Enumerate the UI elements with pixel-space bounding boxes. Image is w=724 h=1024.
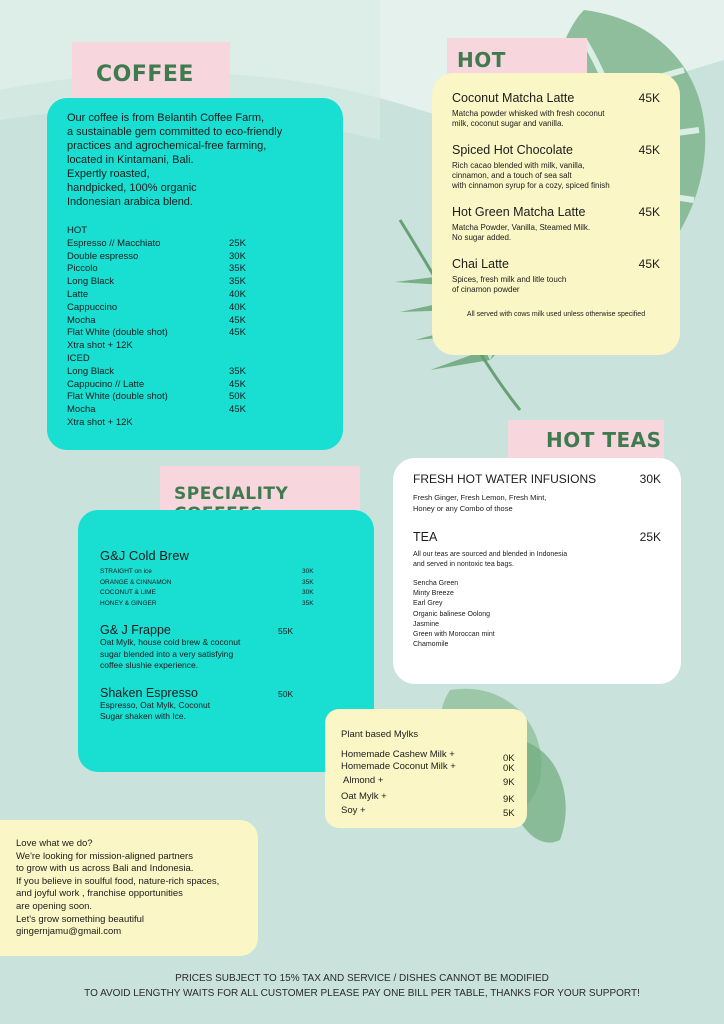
cold-brew-option: COCONUT & LIME 30K: [100, 589, 314, 596]
shaken-price: 50K: [278, 688, 294, 699]
tonic-item: Spiced Hot Chocolate 45K Rich cacao blended with milk, vanilla, cinnamon, and a touch of sea salt with cinnamon syrup for a cozy, spiced finish: [452, 143, 660, 190]
mylk-row: Soy + 5K: [341, 805, 515, 819]
shaken-name: Shaken Espresso: [100, 685, 198, 700]
hot-tonics-title-tag: HOT: [447, 38, 587, 90]
menu-row: Long Black 35K: [67, 365, 246, 377]
mylk-row: Homemade Cashew Milk + 0K: [341, 749, 515, 764]
tea-list-item: Green with Moroccan mint: [413, 631, 495, 639]
infusions-name: FRESH HOT WATER INFUSIONS: [413, 472, 597, 486]
infusions-desc-line: Fresh Ginger, Fresh Lemon, Fresh Mint,: [413, 493, 547, 502]
frappe-name: G& J Frappe: [100, 623, 171, 637]
menu-row: Long Black 35K: [67, 276, 246, 288]
coffee-hot-label: HOT: [67, 225, 88, 236]
tonic-price: 45K: [638, 91, 660, 105]
coffee-intro-line: located in Kintamani, Bali.: [67, 154, 194, 166]
tonic-item: Coconut Matcha Latte 45K Matcha powder whisked with fresh coconut milk, coconut sugar and vanilla.: [452, 91, 660, 128]
partners-line: Let's grow something beautiful: [16, 913, 145, 925]
cold-brew-option: HONEY & GINGER 35K: [100, 599, 314, 607]
footer-line-1: PRICES SUBJECT TO 15% TAX AND SERVICE / DISHES CANNOT BE MODIFIED: [175, 973, 549, 984]
coffee-intro-line: practices and agrochemical-free farming,: [67, 140, 267, 152]
menu-row: Flat White (double shot) 45K: [67, 327, 246, 339]
menu-row: Espresso // Macchiato 25K: [67, 237, 246, 249]
coffee-title-tag: COFFEE: [72, 42, 230, 100]
tea-price: 25K: [639, 530, 661, 544]
tea-desc-line: and served in nontoxic tea bags.: [413, 561, 514, 568]
coffee-intro-line: Indonesian arabica blend.: [67, 196, 193, 208]
frappe-price: 55K: [278, 626, 294, 636]
mylk-row: Almond + 9K: [343, 775, 515, 788]
tonic-name: Spiced Hot Chocolate: [452, 143, 573, 157]
coffee-iced-label: ICED: [67, 352, 90, 364]
partners-line: are opening soon.: [16, 900, 93, 912]
hot-teas-title-tag: HOT TEAS: [508, 420, 664, 472]
coffee-intro: [67, 111, 323, 209]
hot-tonics-note: All served with cows milk used unless otherwise specified: [466, 311, 646, 318]
tonic-item: Hot Green Matcha Latte 45K Matcha Powder, Vanilla, Steamed Milk. No sugar added.: [452, 205, 660, 242]
tea-list-item: Sencha Green: [413, 580, 459, 587]
tonic-item: Chai Latte 45K Spices, fresh milk and litle touch of cinamon powder: [452, 257, 660, 294]
footer: [0, 971, 724, 1001]
hot-tonics-card: [432, 73, 680, 355]
coffee-intro-line: Expertly roasted,: [67, 168, 150, 180]
cold-brew-option: STRAIGHT on ice 30K: [100, 568, 314, 575]
partners-line: and joyful work , franchise opportunities: [16, 888, 183, 900]
speciality-title-tag: SPECIALITY: [160, 466, 360, 518]
mylks-card: [325, 709, 527, 828]
partners-line: to grow with us across Bali and Indonesia.: [16, 863, 194, 875]
infusions-desc-line: Honey or any Combo of those: [413, 504, 513, 513]
coffee-intro-line: a sustainable gem committed to eco-friendly: [67, 126, 283, 138]
tea-list-item: Earl Grey: [413, 600, 443, 608]
tonic-name: Chai Latte: [452, 257, 509, 271]
tea-name: TEA: [413, 530, 438, 544]
partners-email[interactable]: gingernjamu@gmail.com: [16, 926, 122, 938]
tea-list-item: Jasmine: [413, 620, 440, 628]
infusions-price: 30K: [639, 472, 661, 486]
mylk-row: Homemade Coconut Milk + 0K: [341, 760, 515, 774]
tonic-price: 45K: [638, 143, 660, 157]
coffee-intro-line: Our coffee is from Belantih Coffee Farm,: [67, 112, 265, 124]
coffee-card: [47, 98, 343, 450]
cold-brew-option: ORANGE & CINNAMON 35K: [100, 578, 314, 586]
menu-row: Mocha 45K: [67, 404, 246, 416]
tonic-price: 45K: [638, 257, 660, 271]
menu-row: Piccolo 35K: [67, 263, 246, 275]
menu-row: Double espresso 30K: [67, 250, 246, 262]
partners-line: We're looking for mission-aligned partners: [16, 850, 193, 862]
coffee-hot-extra: Xtra shot + 12K: [67, 340, 133, 352]
footer-line-2: TO AVOID LENGTHY WAITS FOR ALL CUSTOMER PLEASE PAY ONE BILL PER TABLE, THANKS FOR YOUR SUPPORT!: [84, 988, 640, 999]
partners-card: [0, 820, 258, 956]
partners-line: If you believe in soulful food, nature-rich spaces,: [16, 875, 220, 887]
tea-list-item: Minty Breeze: [413, 590, 454, 598]
menu-row: Cappucino // Latte 45K: [67, 378, 246, 390]
menu-row: Cappuccino 40K: [67, 301, 246, 313]
tea-list-item: Organic balinese Oolong: [413, 610, 491, 618]
tonic-name: Hot Green Matcha Latte: [452, 205, 586, 219]
cold-brew-name: G&J Cold Brew: [100, 548, 189, 563]
menu-row: Flat White (double shot) 50K: [67, 391, 246, 403]
mylk-row: Oat Mylk + 9K: [341, 790, 515, 805]
tea-list: [413, 579, 661, 650]
tonic-price: 45K: [638, 205, 660, 219]
partners-line: Love what we do?: [16, 838, 93, 849]
tea-desc-line: All our teas are sourced and blended in Indonesia: [413, 551, 568, 558]
coffee-intro-line: handpicked, 100% organic: [67, 182, 197, 194]
hot-teas-card: [393, 458, 681, 684]
menu-row: Latte 40K: [67, 288, 246, 300]
speciality-card: G&J Cold Brew STRAIGHT on ice 30K ORANGE & CINNAMON 35K COCONUT & LIME 30K HONEY & GINGER 35K G& J Frappe 55K Oat Mylk, house cold brew & coconut sugar blended into a very satisfying coffee slushie experience. Shaken Espresso 50K Espresso, Oat Mylk, Coconut Sugar shaken with Ice.: [78, 510, 374, 772]
tonic-name: Coconut Matcha Latte: [452, 91, 575, 105]
mylks-title: Plant based Mylks: [341, 729, 419, 740]
menu-row: Mocha 45K: [67, 314, 246, 326]
coffee-iced-extra: Xtra shot + 12K: [67, 416, 133, 428]
tea-list-item: Chamomile: [413, 641, 449, 649]
